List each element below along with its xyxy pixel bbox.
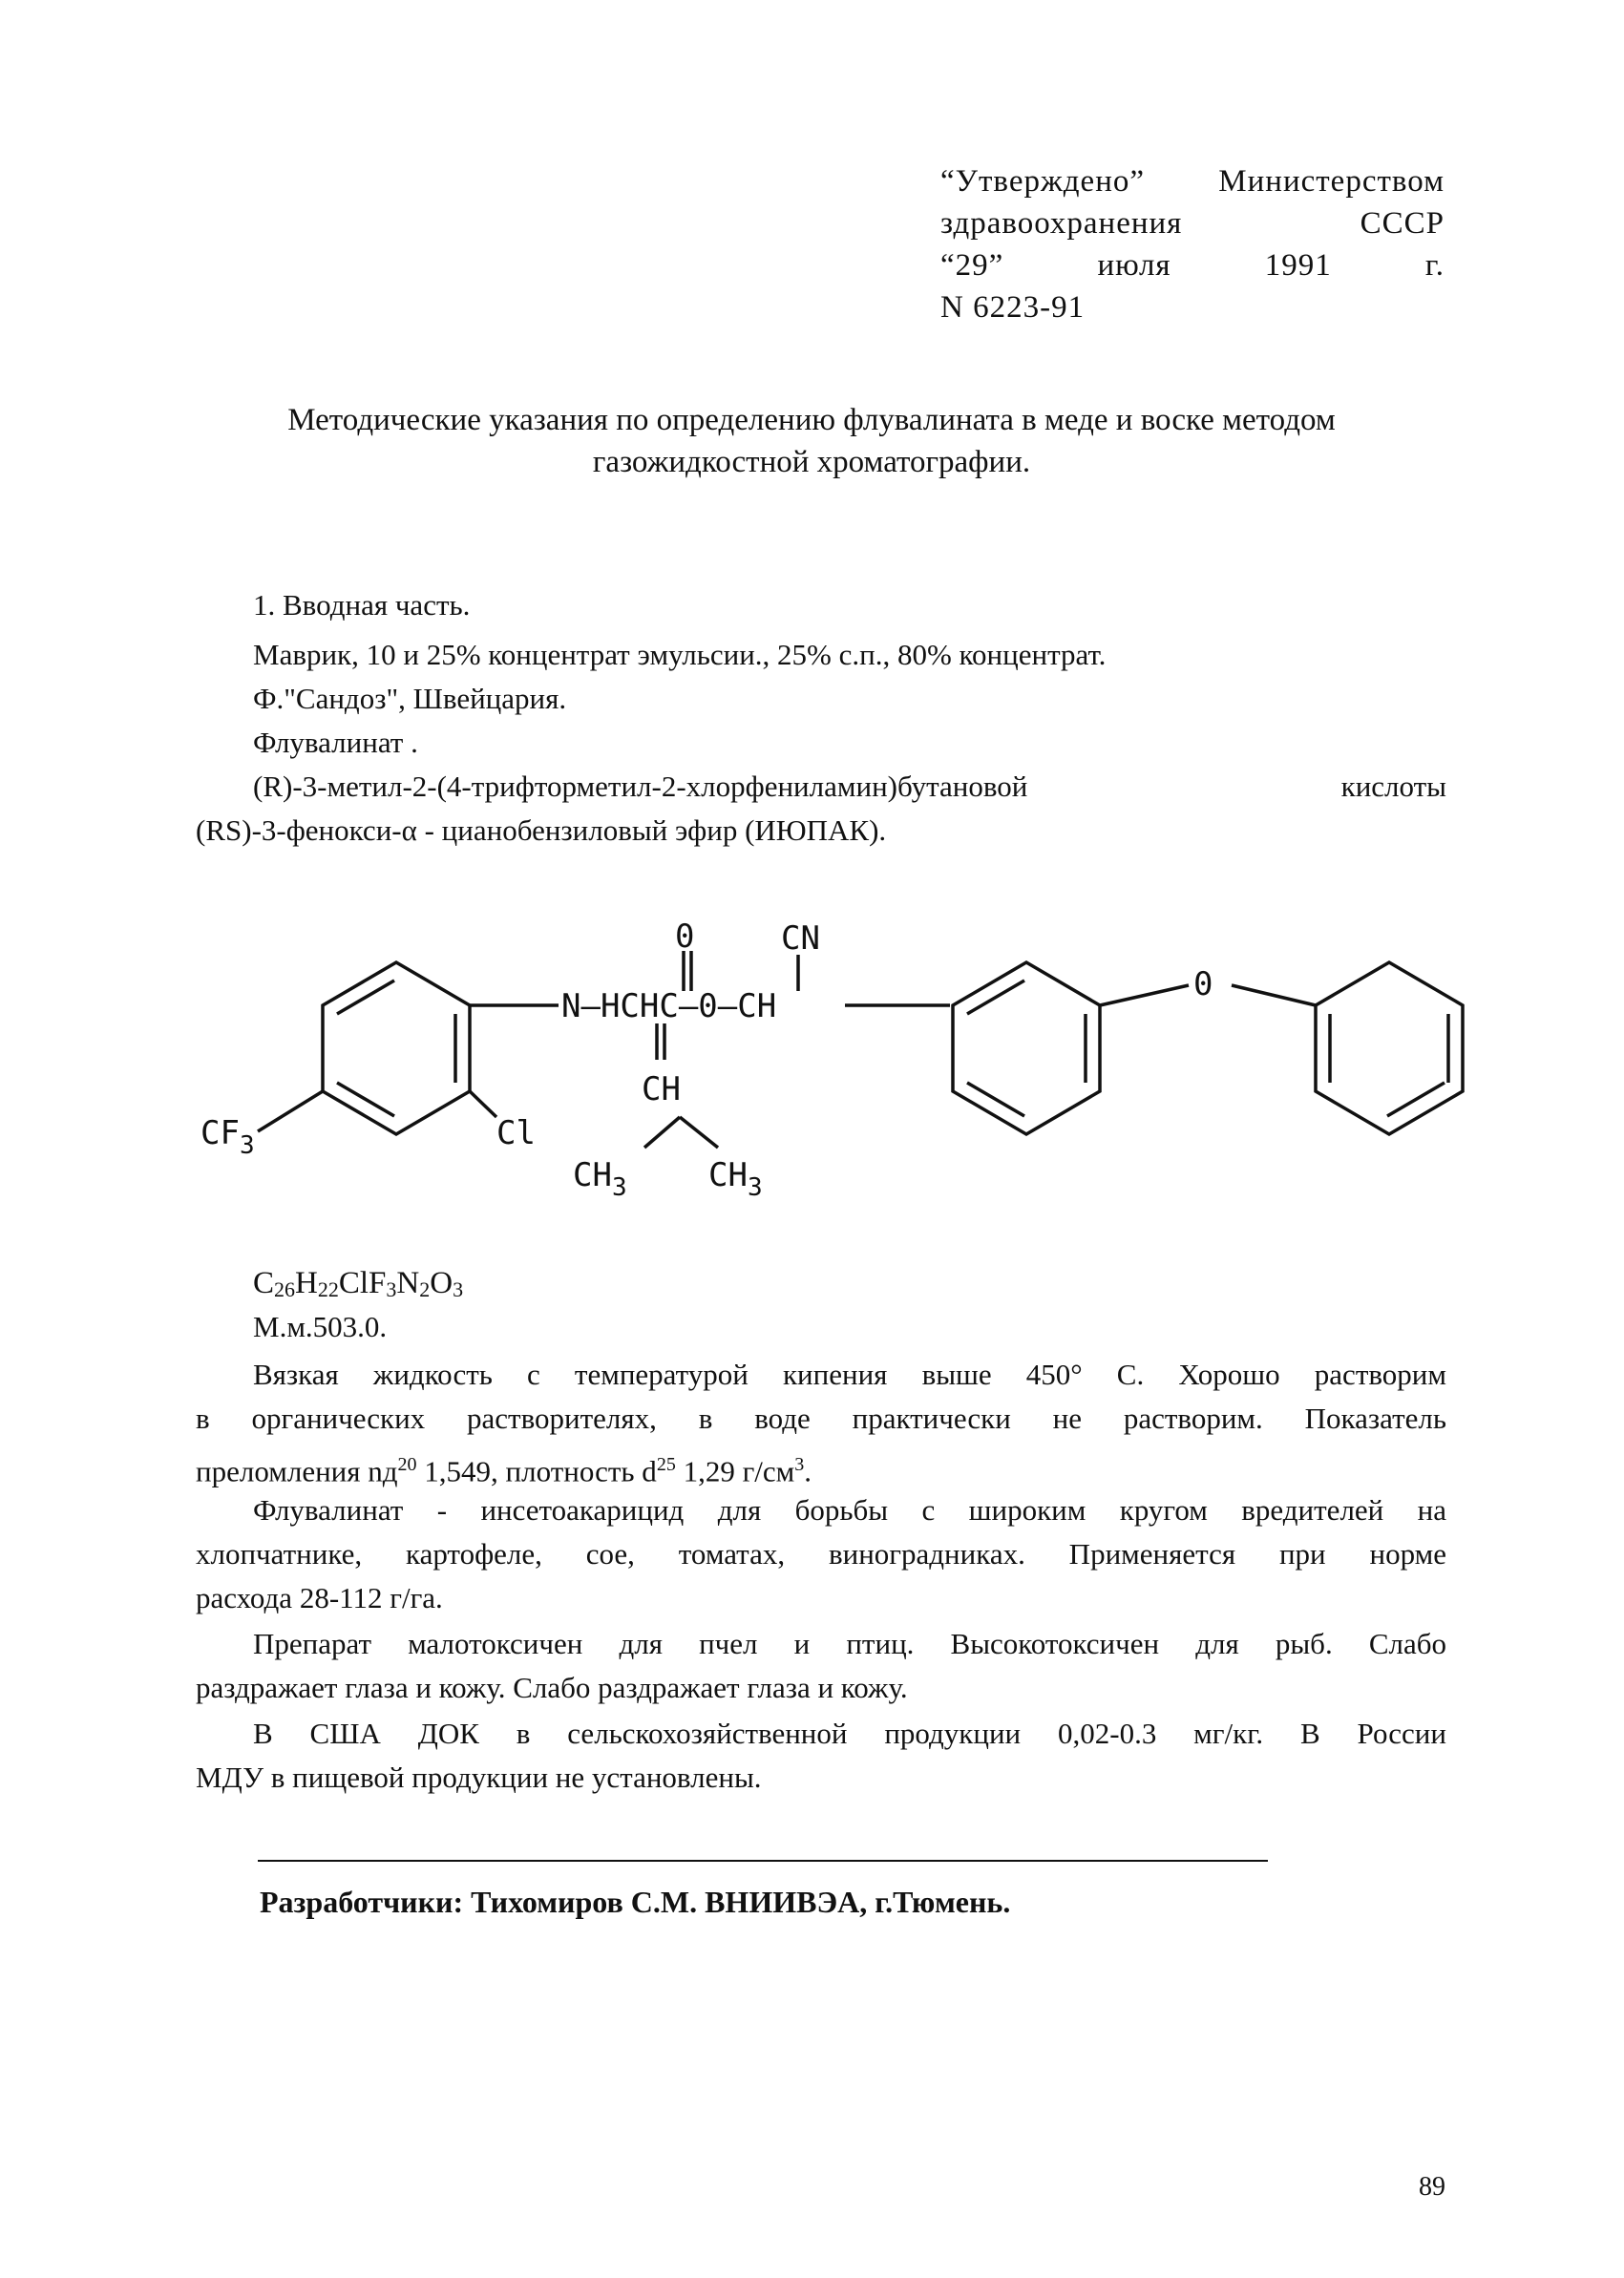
- approval-row-3: [940, 244, 1445, 286]
- title-line-2: газожидкостной хроматографии.: [592, 445, 1031, 479]
- title-line-1: Методические указания по определению флувалината в меде и воске методом: [287, 403, 1336, 437]
- bond-ring-o: [1100, 985, 1189, 1005]
- page-number: 89: [1419, 2172, 1445, 2202]
- regulation-line-1: В США ДОК в сельскохозяйственной продукции 0,02-0.3 мг/кг. В России: [253, 1717, 1446, 1750]
- ch3-left-label: $CH_3$: [573, 1156, 627, 1202]
- intro-iupac-line-1: (R)-3-метил-2-(4-трифторметил-2-хлорфениламин)бутановой кислоты: [253, 770, 1446, 803]
- ch3-right-bond: [680, 1117, 718, 1148]
- approval-approved: “Утверждено”: [940, 164, 1146, 199]
- bond-o-ring: [1232, 985, 1316, 1005]
- intro-company: Ф."Сандоз", Швейцария.: [253, 682, 567, 715]
- ch3-right-label: $CH_3$: [708, 1156, 763, 1202]
- properties-line-3: преломления $nд^{20}$ 1,549, плотность $d^{25}$ 1,29 $г/см^3$.: [196, 1454, 812, 1488]
- cn-label: CN: [781, 919, 820, 958]
- bond-ring-cl: [470, 1091, 496, 1117]
- approval-month: июля: [1097, 248, 1171, 283]
- intro-trade-name: Маврик, 10 и 25% концентрат эмульсии., 25% с.п., 80% концентрат.: [253, 638, 1107, 671]
- approval-health: здравоохранения: [940, 206, 1183, 241]
- usage-line-2: хлопчатнике, картофеле, сое, томатах, виноградниках. Применяется при норме: [196, 1537, 1446, 1571]
- ch-label: CH: [642, 1070, 681, 1108]
- bond-ring-cf3: [258, 1091, 323, 1131]
- molecular-mass: М.м.503.0.: [253, 1310, 388, 1343]
- approval-row-2: [940, 202, 1445, 244]
- approval-ussr: СССР: [1360, 206, 1445, 241]
- molecular-formula: $C_{26}H_{22}ClF_3N_2O_3$: [253, 1266, 464, 1301]
- regulation-line-2: МДУ в пищевой продукции не установлены.: [196, 1761, 762, 1794]
- properties-line-1: Вязкая жидкость с температурой кипения выше 450° С. Хорошо растворим: [253, 1358, 1446, 1391]
- approval-year-suffix: г.: [1424, 248, 1445, 283]
- phenoxyphenyl-ring: [953, 962, 1100, 1134]
- approval-ministry: Министерством: [1218, 164, 1445, 199]
- usage-line-3: расхода 28-112 г/га.: [196, 1581, 443, 1614]
- approval-number: N 6223-91: [940, 290, 1086, 325]
- ch3-left-bond: [644, 1117, 680, 1148]
- approval-year: 1991: [1264, 248, 1332, 283]
- approval-day: “29”: [940, 248, 1004, 283]
- chlorophenyl-ring: [323, 962, 470, 1134]
- developers: Разработчики: Тихомиров С.М. ВНИИВЭА, г.Тюмень.: [260, 1885, 1011, 1919]
- usage-line-1: Флувалинат - инсетоакарицид для борьбы с широким кругом вредителей на: [253, 1493, 1446, 1527]
- phenyl-ring: [1316, 962, 1463, 1134]
- intro-substance: Флувалинат .: [253, 726, 418, 759]
- approval-row-1: [940, 160, 1445, 202]
- intro-heading: 1. Вводная часть.: [253, 588, 471, 622]
- intro-iupac-line-2: (RS)-3-фенокси-α - цианобензиловый эфир (ИЮПАК).: [196, 813, 887, 847]
- toxicity-line-2: раздражает глаза и кожу. Слабо раздражает глаза и кожу.: [196, 1671, 908, 1704]
- structural-formula: [0, 917, 1624, 1260]
- cf3-label: $CF_3$: [200, 1114, 255, 1160]
- properties-line-2: в органических растворителях, в воде практически не растворим. Показатель: [196, 1402, 1446, 1435]
- cl-label: Cl: [496, 1114, 536, 1152]
- document-title: [143, 399, 1480, 483]
- divider-line: [258, 1860, 1268, 1862]
- chain-label: N—HCHC—0—CH: [561, 987, 777, 1025]
- carbonyl-oxygen-label: 0: [675, 918, 695, 956]
- approval-block: [940, 160, 1445, 328]
- ether-oxygen-label: 0: [1193, 965, 1213, 1003]
- toxicity-line-1: Препарат малотоксичен для пчел и птиц. Высокотоксичен для рыб. Слабо: [253, 1627, 1446, 1660]
